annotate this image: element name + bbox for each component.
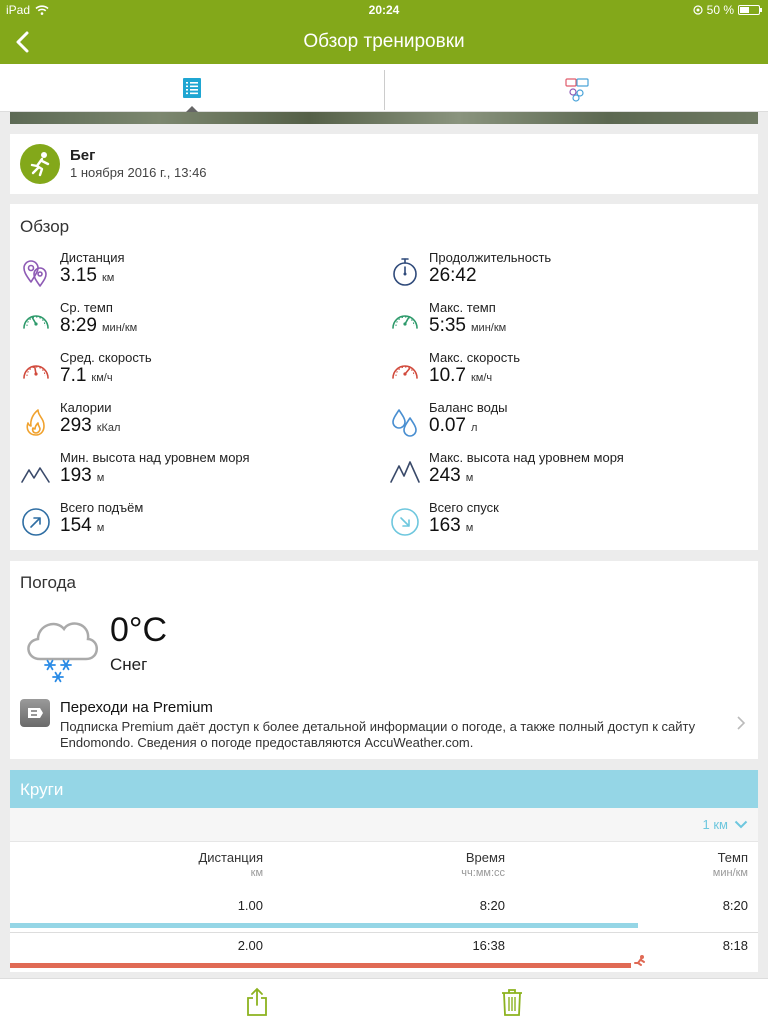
high-mountains-icon xyxy=(389,456,421,488)
trash-icon[interactable] xyxy=(500,987,524,1017)
lap-distance: 2.00 xyxy=(237,938,263,953)
workout-date: 1 ноября 2016 г., 13:46 xyxy=(70,165,207,180)
metric-2 xyxy=(20,300,380,344)
metric-value-line xyxy=(429,515,473,537)
bottom-toolbar xyxy=(0,978,768,1024)
list-icon xyxy=(183,78,201,98)
metric-6 xyxy=(20,400,380,444)
laps-table xyxy=(10,808,758,972)
metric-8 xyxy=(20,450,380,494)
lap-row[interactable] xyxy=(10,928,758,968)
battery-percent: 50 % xyxy=(706,3,734,17)
metric-label: Макс. темп xyxy=(429,300,496,315)
fastest-lap-runner-icon xyxy=(633,954,647,968)
pace-gauge-icon xyxy=(20,306,52,338)
metric-7 xyxy=(389,400,749,444)
lap-row[interactable] xyxy=(10,888,758,928)
chevron-right-icon xyxy=(736,715,746,731)
metric-label: Ср. темп xyxy=(60,300,113,315)
metric-value: 163 xyxy=(429,515,461,536)
lap-distance: 1.00 xyxy=(237,898,263,913)
metric-value: 293 xyxy=(60,415,92,436)
column-unit-time: чч:мм:сс xyxy=(461,867,505,879)
column-distance xyxy=(198,850,263,879)
metric-value-line xyxy=(429,315,506,337)
metric-value-line xyxy=(60,465,104,487)
metric-label: Макс. высота над уровнем моря xyxy=(429,450,624,465)
metric-value-line xyxy=(60,315,137,337)
route-map-preview[interactable] xyxy=(10,112,758,124)
metric-unit: м xyxy=(465,522,474,534)
metric-label: Баланс воды xyxy=(429,400,508,415)
descent-arrow-icon xyxy=(389,506,421,538)
lap-time: 8:20 xyxy=(479,898,505,913)
tab-social[interactable] xyxy=(385,64,768,112)
metric-10 xyxy=(20,500,380,544)
flame-icon xyxy=(20,406,52,438)
premium-description: Подписка Premium даёт доступ к более детальной информации о погоде, а также полный доступ к сайту Endomondo. Сведения о погоде предоставляются AccuWeather.com. xyxy=(60,719,696,750)
metric-unit: км/ч xyxy=(470,372,493,384)
metric-value: 26:42 xyxy=(429,265,477,286)
column-unit-distance: км xyxy=(250,867,263,879)
weather-condition: Снег xyxy=(110,655,148,674)
stopwatch-icon xyxy=(389,256,421,288)
lap-pace: 8:18 xyxy=(722,938,748,953)
snow-cloud-icon xyxy=(20,607,104,687)
metric-value-line xyxy=(60,365,113,387)
speed-gauge-icon xyxy=(20,356,52,388)
lap-unit-selector[interactable] xyxy=(703,817,748,832)
location-icon xyxy=(693,5,703,15)
metric-unit: мин/км xyxy=(101,322,138,334)
status-bar xyxy=(0,0,768,20)
metric-11 xyxy=(389,500,749,544)
runner-icon xyxy=(20,144,60,184)
tab-bar xyxy=(0,64,768,112)
metric-value: 154 xyxy=(60,515,92,536)
metric-label: Калории xyxy=(60,400,112,415)
navigation-bar xyxy=(0,20,768,64)
comments-icon xyxy=(565,78,589,102)
max-pace-gauge-icon xyxy=(389,306,421,338)
weather-card xyxy=(10,561,758,759)
lap-unit-value: 1 км xyxy=(702,817,728,832)
metric-unit: км/ч xyxy=(91,372,113,384)
metric-1 xyxy=(389,250,749,294)
metric-value-line xyxy=(60,515,104,537)
sport-name: Бег xyxy=(70,147,96,164)
premium-icon xyxy=(20,699,50,727)
column-header-distance: Дистанция xyxy=(198,850,263,865)
overview-title: Обзор xyxy=(20,217,70,236)
share-icon[interactable] xyxy=(245,987,269,1017)
metric-3 xyxy=(389,300,749,344)
metric-value: 0.07 xyxy=(429,415,466,436)
metric-unit: м xyxy=(465,472,474,484)
metric-unit: л xyxy=(470,422,478,434)
tab-summary[interactable] xyxy=(0,64,384,112)
device-name: iPad xyxy=(6,3,31,17)
metric-unit: м xyxy=(96,472,105,484)
ascent-arrow-icon xyxy=(20,506,52,538)
laps-title: Круги xyxy=(20,780,64,799)
low-mountains-icon xyxy=(20,456,52,488)
metric-value: 8:29 xyxy=(60,315,97,336)
metric-unit: км xyxy=(101,272,115,284)
column-pace xyxy=(713,850,748,879)
status-time: 20:24 xyxy=(368,3,400,17)
premium-banner[interactable] xyxy=(10,697,758,753)
max-speed-gauge-icon xyxy=(389,356,421,388)
column-time xyxy=(461,850,505,879)
metric-value-line xyxy=(429,415,477,437)
metric-0 xyxy=(20,250,380,294)
column-unit-pace: мин/км xyxy=(712,867,748,879)
metric-label: Всего спуск xyxy=(429,500,499,515)
metric-value: 7.1 xyxy=(60,365,87,386)
metric-label: Сред. скорость xyxy=(60,350,152,365)
lap-unit-row xyxy=(10,808,758,842)
metric-5 xyxy=(389,350,749,394)
metric-value-line xyxy=(429,465,473,487)
column-header-pace: Темп xyxy=(717,850,748,865)
metric-4 xyxy=(20,350,380,394)
weather-temperature: 0°C xyxy=(110,611,168,649)
metric-label: Продолжительность xyxy=(429,250,552,265)
overview-card xyxy=(10,204,758,550)
metric-value: 10.7 xyxy=(429,365,466,386)
premium-title: Переходи на Premium xyxy=(60,699,213,716)
metric-value: 5:35 xyxy=(429,315,466,336)
metric-label: Дистанция xyxy=(60,250,125,265)
metric-unit: кКал xyxy=(96,422,121,434)
weather-title: Погода xyxy=(20,573,76,592)
column-header-time: Время xyxy=(465,850,505,865)
lap-time: 16:38 xyxy=(472,938,505,953)
lap-pace-bar xyxy=(10,963,631,968)
activity-card xyxy=(10,134,758,194)
metric-value: 193 xyxy=(60,465,92,486)
metric-value-line xyxy=(429,365,492,387)
chevron-down-icon xyxy=(734,820,748,829)
metric-label: Всего подъём xyxy=(60,500,144,515)
battery-icon xyxy=(738,5,760,15)
laps-header xyxy=(10,770,758,808)
metric-label: Макс. скорость xyxy=(429,350,521,365)
metric-value-line xyxy=(60,265,114,287)
lap-pace: 8:20 xyxy=(722,898,748,913)
water-drops-icon xyxy=(389,406,421,438)
metric-unit: мин/км xyxy=(470,322,507,334)
metric-label: Мин. высота над уровнем моря xyxy=(60,450,250,465)
page-title: Обзор тренировки xyxy=(303,31,465,52)
location-pins-icon xyxy=(20,256,52,288)
metric-value: 243 xyxy=(429,465,461,486)
metric-value: 3.15 xyxy=(60,265,97,286)
metric-unit: м xyxy=(96,522,105,534)
metric-value-line xyxy=(60,415,120,437)
metric-value-line xyxy=(429,265,482,287)
metric-9 xyxy=(389,450,749,494)
